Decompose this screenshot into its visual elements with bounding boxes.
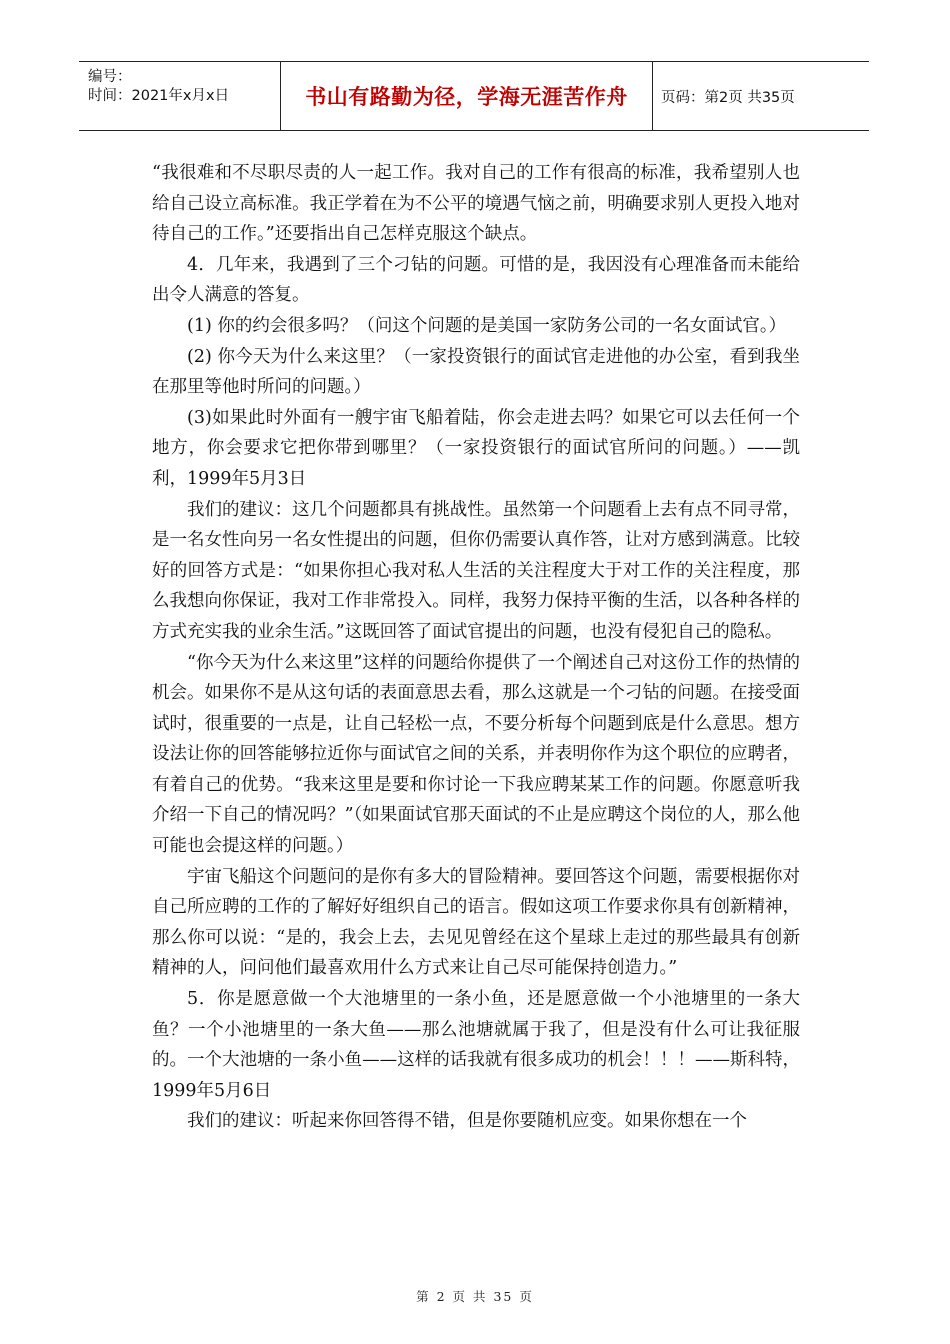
paragraph: (1) 你的约会很多吗？（问这个问题的是美国一家防务公司的一名女面试官。） <box>187 315 787 336</box>
number-label: 编号： <box>88 69 132 85</box>
paragraph: “我很难和不尽职尽责的人一起工作。我对自己的工作有很高的标准，我希望别人也给自己设立高标准。我正学着在为不公平的境遇气恼之前，明确要求别人更投入地对待自己的工作。”还要指出自己怎样克服这个缺点。 <box>152 163 800 245</box>
paragraph: 5．你是愿意做一个大池塘里的一条小鱼，还是愿意做一个小池塘里的一条大鱼？一个小池塘里的一条大鱼——那么池塘就属于我了，但是没有什么可让我征服的。一个大池塘的一条小鱼——这样的话我就有很多成功的机会！！！——斯科特，1999年5月6日 <box>152 989 800 1101</box>
paragraph: (2) 你今天为什么来这里？（一家投资银行的面试官走进他的办公室，看到我坐在那里等他时所问的问题。） <box>152 346 800 398</box>
paragraph: 4．几年来，我遇到了三个刁钻的问题。可惜的是，我因没有心理准备而未能给出令人满意的答复。 <box>152 254 800 306</box>
header-motto: 书山有路勤为径，学海无涯苦作舟 <box>280 62 653 130</box>
paragraph: 我们的建议：听起来你回答得不错，但是你要随机应变。如果你想在一个 <box>187 1111 747 1132</box>
page-footer: 第 2 页 共 35 页 <box>416 1289 534 1304</box>
paragraph: “你今天为什么来这里”这样的问题给你提供了一个阐述自己对这份工作的热情的机会。如果你不是从这句话的表面意思去看，那么这就是一个刁钻的问题。在接受面试时，很重要的一点是，让自己轻松一点，不要分析每个问题到底是什么意思。想方设法让你的回答能够拉近你与面试官之间的关系，并表明你作为这个职位的应聘者，有着自己的优势。“我来这里是要和你讨论一下我应聘某某工作的问题。你愿意听我介绍一下自己的情况吗？”（如果面试官那天面试的不止是应聘这个岗位的人，那么他可能也会提这样的问题。） <box>152 652 800 857</box>
paragraph: (3)如果此时外面有一艘宇宙飞船着陆，你会走进去吗？如果它可以去任何一个地方，你会要求它把你带到哪里？（一家投资银行的面试官所问的问题。）——凯利，1999年5月3日 <box>152 407 800 489</box>
header-meta <box>79 62 280 130</box>
document-body <box>152 158 800 1137</box>
paragraph: 宇宙飞船这个问题问的是你有多大的冒险精神。要回答这个问题，需要根据你对自己所应聘的工作的了解好好组织自己的语言。假如这项工作要求你具有创新精神，那么你可以说：“是的，我会上去，去见见曾经在这个星球上走过的那些最具有创新精神的人，问问他们最喜欢用什么方式来让自己尽可能保持创造力。” <box>152 866 800 979</box>
time-label: 时间：2021年x月x日 <box>88 88 230 104</box>
page-header <box>79 61 869 131</box>
header-page-info: 页码：第2页 共35页 <box>661 89 795 106</box>
paragraph: 我们的建议：这几个问题都具有挑战性。虽然第一个问题看上去有点不同寻常，是一名女性向另一名女性提出的问题，但你仍需要认真作答，让对方感到满意。比较好的回答方式是：“如果你担心我对私人生活的关注程度大于对工作的关注程度，那么我想向你保证，我对工作非常投入。同样，我努力保持平衡的生活，以各种各样的方式充实我的业余生活。”这既回答了面试官提出的问题，也没有侵犯自己的隐私。 <box>152 499 800 642</box>
